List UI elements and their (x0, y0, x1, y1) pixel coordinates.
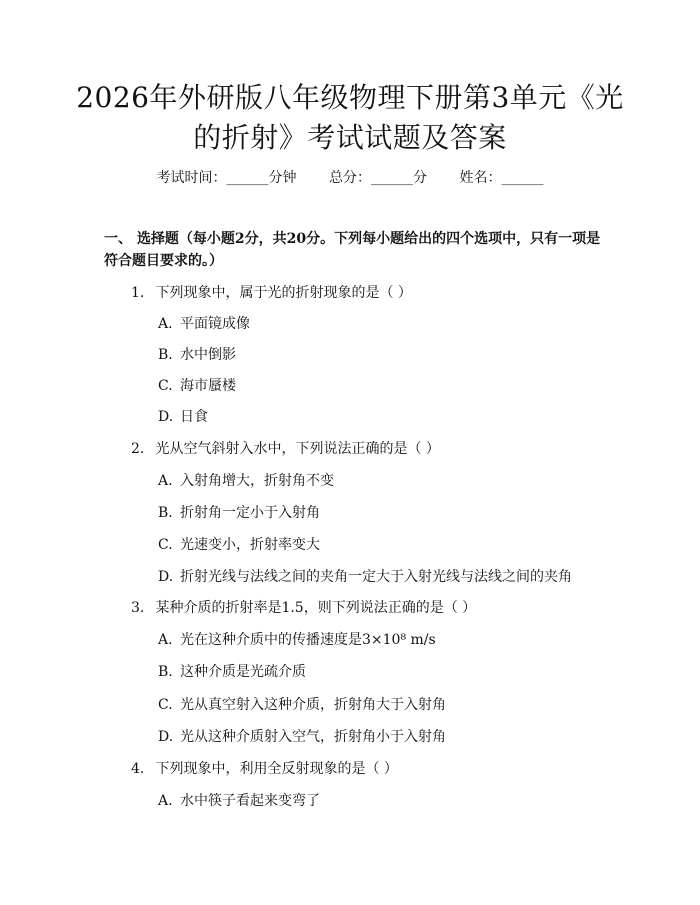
option-letter: B. (158, 505, 173, 521)
option-text: 这种介质是光疏介质 (180, 664, 306, 680)
question-text: 光从空气斜射入水中，下列说法正确的是（ ） (155, 441, 440, 457)
question-text: 下列现象中，利用全反射现象的是（ ） (155, 761, 398, 777)
section-heading-multiple-choice: 一、 选择题（每小题2分，共20分。下列每小题给出的四个选项中，只有一项是符合题目要求的。） (104, 231, 601, 269)
option-text: 日食 (180, 409, 208, 425)
document-title (70, 78, 630, 158)
option-letter: D. (158, 729, 174, 745)
question-1-option-d (158, 407, 638, 427)
title-line-2: 的折射》考试试题及答案 (193, 121, 507, 154)
question-text: 某种介质的折射率是1.5，则下列说法正确的是（ ） (155, 600, 477, 616)
question-2-option-c (158, 535, 638, 555)
total-score-field: 总分：______分 (329, 170, 427, 186)
question-3 (131, 598, 631, 618)
option-text: 光速变小，折射率变大 (180, 537, 320, 553)
title-line-1: 2026年外研版八年级物理下册第3单元《光 (76, 81, 624, 114)
option-letter: A. (158, 316, 173, 332)
option-text: 海市蜃楼 (180, 378, 236, 394)
option-text: 折射光线与法线之间的夹角一定大于入射光线与法线之间的夹角 (180, 569, 572, 585)
question-1 (131, 283, 631, 303)
exam-info-line (0, 168, 700, 188)
question-1-option-b (158, 345, 638, 365)
option-text: 入射角增大，折射角不变 (180, 473, 334, 489)
option-letter: A. (158, 793, 173, 809)
question-2-option-d (158, 567, 638, 587)
option-letter: A. (158, 632, 173, 648)
question-number: 2. (131, 441, 145, 457)
question-1-option-c (158, 376, 638, 396)
option-letter: C. (158, 697, 173, 713)
option-text: 折射角一定小于入射角 (180, 505, 320, 521)
question-3-option-c (158, 695, 638, 715)
option-letter: B. (158, 664, 173, 680)
option-text: 光从真空射入这种介质，折射角大于入射角 (180, 697, 446, 713)
option-letter: C. (158, 378, 173, 394)
student-name-field: 姓名：______ (459, 170, 544, 186)
option-letter: D. (158, 569, 174, 585)
option-text: 平面镜成像 (180, 316, 250, 332)
question-1-option-a (158, 314, 638, 334)
question-2 (131, 439, 631, 459)
option-letter: C. (158, 537, 173, 553)
question-4-option-a (158, 791, 638, 811)
question-2-option-a (158, 471, 638, 491)
option-letter: D. (158, 409, 174, 425)
exam-time-field: 考试时间：______分钟 (156, 170, 297, 186)
option-text: 光从这种介质射入空气，折射角小于入射角 (180, 729, 446, 745)
question-text: 下列现象中，属于光的折射现象的是（ ） (155, 285, 412, 301)
question-3-option-a (158, 630, 638, 650)
question-3-option-d (158, 727, 638, 747)
option-text: 水中倒影 (180, 347, 236, 363)
question-4 (131, 759, 631, 779)
option-letter: A. (158, 473, 173, 489)
option-text: 水中筷子看起来变弯了 (180, 793, 320, 809)
question-number: 1. (131, 285, 145, 301)
question-2-option-b (158, 503, 638, 523)
option-text: 光在这种介质中的传播速度是3×10⁸ m/s (180, 632, 436, 648)
question-number: 3. (131, 600, 145, 616)
question-3-option-b (158, 662, 638, 682)
question-number: 4. (131, 761, 145, 777)
option-letter: B. (158, 347, 173, 363)
